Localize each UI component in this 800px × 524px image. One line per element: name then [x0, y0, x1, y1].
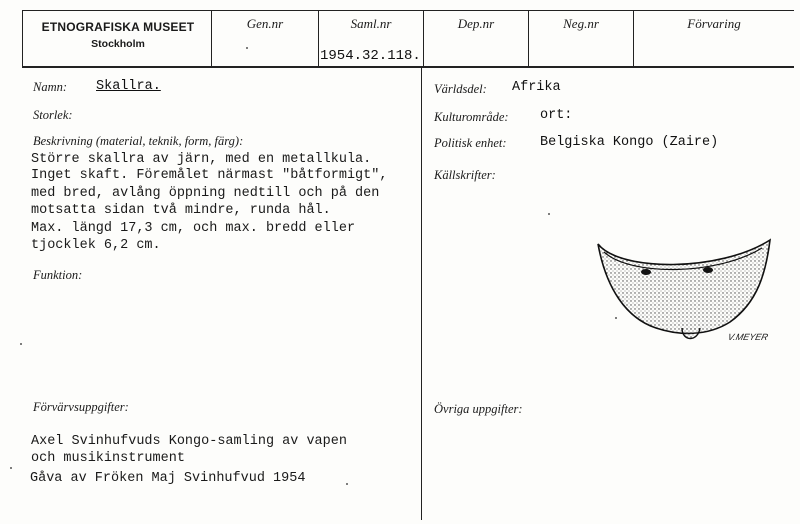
forvarv-line: och musikinstrument: [31, 451, 185, 466]
header-speck: [246, 47, 248, 49]
beskrivning-line: med bred, avlång öppning nedtill och på den: [31, 186, 380, 201]
forvarv-line: Gåva av Fröken Maj Svinhufvud 1954: [30, 471, 306, 486]
museum-city: Stockholm: [91, 38, 145, 50]
kultur-label: Kulturområde:: [434, 110, 509, 124]
beskrivning-line: motsatta sidan två mindre, runda hål.: [31, 203, 331, 218]
beskrivning-line: tjocklek 6,2 cm.: [31, 238, 161, 253]
saml-nr-value: 1954.32.118.: [320, 48, 421, 64]
namn-value: Skallra.: [96, 79, 161, 94]
header-bottom-border: [22, 66, 794, 68]
neg-nr-label: Neg.nr: [563, 16, 599, 31]
header-left-border: [22, 10, 23, 67]
namn-label: Namn:: [33, 80, 68, 94]
right-speck: [615, 317, 617, 319]
margin-speck: [346, 483, 348, 485]
politisk-label: Politisk enhet:: [434, 136, 507, 150]
saml-nr-label: Saml.nr: [350, 16, 392, 31]
varldsdel-label: Världsdel:: [434, 82, 487, 96]
beskrivning-line: Större skallra av järn, med en metallkula.: [31, 152, 372, 167]
beskrivning-line: Max. längd 17,3 cm, och max. bredd eller: [31, 221, 356, 236]
signature: V.MEYER: [726, 332, 769, 342]
rattle-illustration: [590, 232, 790, 362]
politisk-value: Belgiska Kongo (Zaire): [540, 135, 719, 150]
kultur-value: ort:: [540, 108, 573, 123]
varldsdel-value: Afrika: [512, 80, 561, 95]
storlek-label: Storlek:: [33, 108, 73, 122]
dep-nr-label: Dep.nr: [457, 16, 495, 31]
funktion-label: Funktion:: [33, 268, 83, 282]
forvarv-line: Axel Svinhufvuds Kongo-samling av vapen: [31, 434, 347, 449]
forvarv-label: Förvärvsuppgifter:: [33, 400, 129, 414]
forvaring-label: Förvaring: [687, 16, 741, 31]
right-speck: [548, 213, 550, 215]
kallskrifter-label: Källskrifter:: [434, 168, 496, 182]
gen-nr-label: Gen.nr: [246, 16, 284, 31]
body-divider: [421, 68, 422, 520]
margin-speck: [10, 467, 12, 469]
beskrivning-line: Inget skaft. Föremålet närmast "båtformigt",: [31, 168, 388, 183]
beskrivning-label: Beskrivning (material, teknik, form, färg):: [33, 134, 244, 148]
margin-speck: [20, 343, 22, 345]
ovriga-label: Övriga uppgifter:: [434, 402, 523, 416]
header-top-border: [22, 10, 794, 11]
museum-name: ETNOGRAFISKA MUSEET: [41, 20, 195, 34]
